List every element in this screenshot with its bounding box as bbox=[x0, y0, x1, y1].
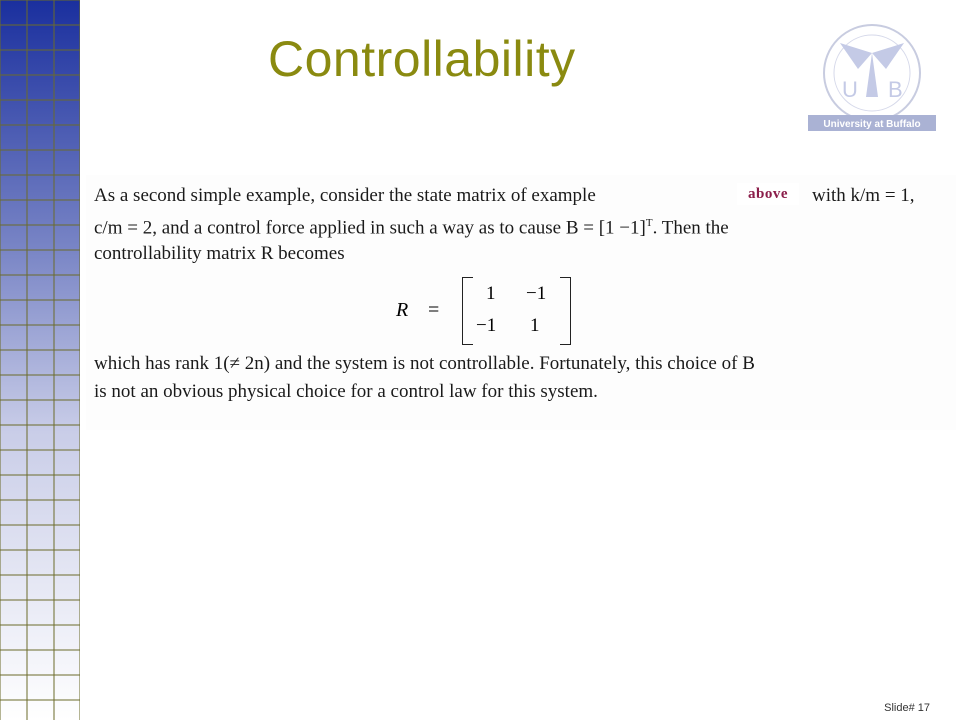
text-line-2-main: c/m = 2, and a control force applied in such a way as to cause B = [1 −1] bbox=[94, 217, 646, 239]
text-line-5: is not an obvious physical choice for a control law for this system. bbox=[94, 381, 598, 402]
slide-number: Slide# 17 bbox=[884, 702, 930, 714]
slide-title: Controllability bbox=[268, 31, 576, 87]
matrix-right-bracket bbox=[560, 277, 571, 345]
logo-banner-text: University at Buffalo bbox=[823, 119, 921, 130]
decorative-grid-strip bbox=[0, 0, 80, 720]
text-line-3: controllability matrix R becomes bbox=[94, 243, 345, 264]
text-line-1 bbox=[94, 185, 596, 207]
scanned-textbook-excerpt bbox=[86, 175, 956, 430]
text-line-2-sup: T bbox=[645, 217, 653, 229]
university-logo bbox=[800, 17, 942, 135]
text-line-2 bbox=[94, 217, 729, 239]
text-line-4: which has rank 1(≠ 2n) and the system is not controllable. Fortunately, this choice of B bbox=[94, 353, 755, 374]
text-line-2-end: . Then the bbox=[652, 217, 729, 239]
overlay-above-label: above bbox=[737, 183, 799, 205]
matrix-cell-1-1: 1 bbox=[530, 315, 540, 336]
matrix-equals: = bbox=[428, 299, 440, 321]
matrix-cell-0-0: 1 bbox=[486, 283, 496, 304]
text-line-1-a: As a second simple example, consider the state matrix of example bbox=[94, 185, 596, 206]
matrix-left-bracket bbox=[462, 277, 473, 345]
text-line-1-b: with k/m = 1, bbox=[812, 185, 915, 206]
logo-letter-b: B bbox=[888, 77, 903, 102]
matrix-label: R bbox=[396, 299, 409, 321]
matrix-cell-1-0: −1 bbox=[476, 315, 497, 336]
matrix-cell-0-1: −1 bbox=[526, 283, 547, 304]
controllability-matrix bbox=[396, 277, 596, 347]
logo-letter-u: U bbox=[842, 77, 858, 102]
